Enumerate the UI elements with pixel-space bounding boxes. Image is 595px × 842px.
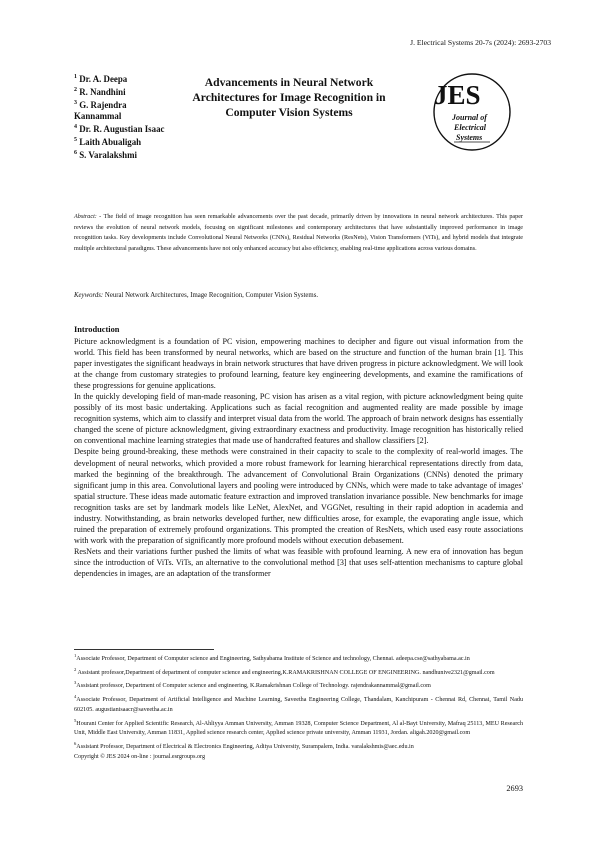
logo-line-2: Electrical	[454, 123, 486, 132]
paragraph: In the quickly developing field of man-made reasoning, PC vision has arisen as a vital region, with picture acknowledgment being quite possibly of its most basic undertaking. Applications such as facial recognition and augmented reality are made possible by image recognition systems, which aim to classify and interpret visual data from the world. The approach of brain network designs has essentially changed the scene of picture acknowledgment, giving extraordinary exactness and productivity. Image recognition has historically relied on conventional machine learning strategies that made use of handcrafted features and shallow classifiers [2].	[74, 392, 523, 446]
footnote: $^6$Assistant Professor, Department of Electrical & Electronics Engineering, Aditya University, Surampalem, India. varalakshmis@aec.edu.in	[74, 741, 414, 751]
logo-line-3: Systems	[456, 133, 483, 142]
author: $^4$ Dr. R. Augustian Isaac	[74, 124, 165, 135]
author: $^3$ G. Rajendra Kannammal	[74, 100, 127, 122]
abstract-label: Abstract: -	[74, 214, 102, 220]
footnote: $^3$Assistant professor, Department of Computer science and engineering, K.Ramakrishnan College of Technology. rajendrakannammal@gmail.com	[74, 680, 431, 690]
logo-jes-text: JES	[434, 80, 481, 110]
paragraph: ResNets and their variations further pushed the limits of what was feasible with profound learning. A new era of innovation has begun since the introduction of ViTs. ViTs, an alternative to the convolutional method [3] that uses self-attention mechanisms to capture global dependencies in images, are an adaptation of the transformer	[74, 546, 523, 578]
journal-reference: J. Electrical Systems 20-7s (2024): 2693-2703	[410, 38, 551, 47]
section-heading-introduction: Introduction	[74, 325, 120, 334]
keywords-text: Neural Network Architectures, Image Recognition, Computer Vision Systems.	[104, 292, 319, 299]
paragraph: Despite being ground-breaking, these methods were constrained in their capacity to scale to the complexity of real-world images. The development of neural networks, which provided a more robust framework for learning hierarchical representations directly from data, marked the beginning of the breakthrough. The advancement of Convolutional Brain Organizations (CNNs) denoted the primary significant jump in this area. Convolutional layers and pooling were introduced by CNNs, which were made to take advantage of images' spatial structure. These ideas made automatic feature extraction and improved translation invariance possible. New benchmarks for image recognition tasks are set by landmark models like LeNet, AlexNet, and VGGNet, resulting in their rapid adoption in academia and industry. Notwithstanding, as brain networks developed further, new difficulties arose, for example, the evaporating angle issue, which ruined the preparation of extremely profound organizations. This prompted the creation of ResNets, which used easy route associations with work with the preparation of significantly more profound models without execution debasement.	[74, 447, 523, 545]
footnote: $^4$Associate Professor, Department of Artificial Intelligence and Machine Learning, Saveetha Engineering College, Thandalam, Kanchipuram - Chennai Rd, Chennai, Tamil Nadu 602105. augustianisaacr@saveetha.ac.in	[74, 694, 523, 713]
paragraph: Picture acknowledgment is a foundation of PC vision, empowering machines to decipher and figure out visual information from the world. This field has been transformed by neural networks, which are based on the structure and function of the human brain [1]. This paper investigates the significant headways in brain network structures that have driven progress in picture acknowledgment. We will look at the change from customary strategies to profound learning, feature key engineering developments, and examine the ramifications of these progressions for genuine applications.	[74, 337, 523, 391]
keywords	[74, 292, 523, 299]
keywords-label: Keywords:	[74, 292, 104, 299]
journal-logo	[424, 70, 532, 152]
copyright: Copyright © JES 2024 on-line : journal.esrgroups.org	[74, 753, 206, 760]
logo-line-1: Journal of	[452, 113, 487, 122]
introduction-body	[74, 336, 523, 579]
footnotes	[74, 651, 523, 763]
author-list	[74, 72, 174, 161]
footnote-divider	[74, 649, 214, 650]
author: $^1$ Dr. A. Deepa	[74, 73, 128, 84]
author: $^2$ R. Nandhini	[74, 87, 126, 98]
author: $^6$ S. Varalakshmi	[74, 150, 137, 161]
footnote: $^2$ Assistant professor,Department of department of computer science and engineering,K.RAMAKRISHNAN COLLEGE OF ENGINEERING. nandhunive2321@gmail.com	[74, 666, 495, 676]
footnote: $^5$Hourani Center for Applied Scientific Research, Al-Ahliyya Amman University, Amman 19328, Computer Science Department, Al al-Bayt University, Mafraq 25113, MEU Research Unit, Middle East University, Amman 11831, Applied science research center, Applied science private university, Amman 11931, Jordan. aligah.2020@gmail.com	[74, 717, 523, 737]
author: $^5$ Laith Abualigah	[74, 137, 142, 148]
footnote: $^1$Associate Professor, Department of Computer science and Engineering, Sathyabama Institute of Science and technology, Chennai. adeepa.cse@sathyabama.ac.in	[74, 653, 470, 663]
abstract	[74, 212, 523, 255]
abstract-text: The field of image recognition has seen remarkable advancements over the past decade, primarily driven by innovations in neural network architectures. This paper reviews the evolution of neural network models, focusing on significant milestones and contemporary architectures that have substantially improved performance in image recognition tasks. Key developments include Convolutional Neural Networks (CNNs), Residual Networks (ResNets), Vision Transformers (ViTs), and hybrid models that integrate multiple architectural paradigms. These advancements have not only enhanced accuracy but also efficiency, enabling real-time applications across various domains.	[74, 214, 524, 253]
page-number: 2693	[506, 784, 523, 793]
paper-title: Advancements in Neural Network Architectures for Image Recognition in Computer Vision Systems	[192, 76, 386, 120]
